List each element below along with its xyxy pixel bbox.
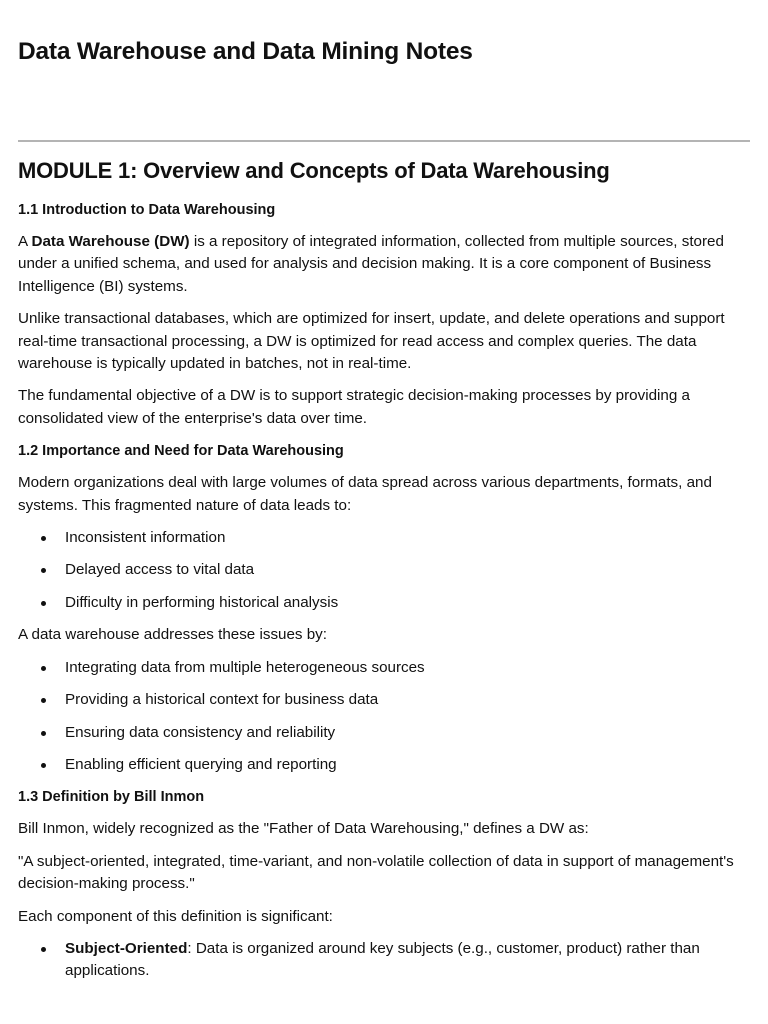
horizontal-divider [18, 140, 750, 142]
document-title: Data Warehouse and Data Mining Notes [18, 38, 473, 65]
problems-list [18, 527, 750, 614]
list-item [18, 938, 750, 983]
section-heading-1-3: 1.3 Definition by Bill Inmon [18, 789, 205, 806]
component-description: : Data is organized around key subjects (e.g., customer, product) rather than applications. [65, 939, 700, 980]
component-term: Subject-Oriented [65, 939, 188, 957]
paragraph-transactional-comparison: Unlike transactional databases, which are optimized for insert, update, and delete operations and support real-time transactional processing, a DW is optimized for read access and complex queries. The data warehouse is typically updated in batches, not in real-time. [18, 310, 725, 373]
module-title: MODULE 1: Overview and Concepts of Data Warehousing [18, 158, 610, 183]
list-item: Integrating data from multiple heterogeneous sources [18, 657, 750, 679]
section-heading-1-1: 1.1 Introduction to Data Warehousing [18, 202, 276, 218]
components-list [18, 938, 750, 983]
paragraph-prefix: A [18, 233, 32, 250]
solutions-list [18, 657, 750, 777]
list-item: Inconsistent information [18, 527, 750, 549]
section-heading-1-2: 1.2 Importance and Need for Data Warehousing [18, 443, 344, 460]
paragraph-dw-definition [18, 231, 750, 298]
paragraph-solution-intro: A data warehouse addresses these issues by: [18, 626, 327, 644]
list-item: Providing a historical context for business data [18, 689, 750, 711]
list-item: Ensuring data consistency and reliability [18, 722, 750, 744]
paragraph-dw-objective: The fundamental objective of a DW is to support strategic decision-making processes by providing a consolidated view of the enterprise's data over time. [18, 387, 690, 427]
paragraph-rest: is a repository of integrated information, collected from multiple sources, stored under a unified schema, and used for analysis and decision making. It is a core component of Business Intelligence (BI) systems. [18, 233, 724, 295]
paragraph-inmon-intro: Bill Inmon, widely recognized as the "Father of Data Warehousing," defines a DW as: [18, 820, 589, 838]
paragraph-components-intro: Each component of this definition is significant: [18, 907, 333, 925]
list-item: Enabling efficient querying and reporting [18, 754, 750, 776]
term-data-warehouse: Data Warehouse (DW) [31, 233, 190, 250]
paragraph-fragmented-data: Modern organizations deal with large volumes of data spread across various departments, formats, and systems. This fragmented nature of data leads to: [18, 474, 712, 514]
list-item: Difficulty in performing historical analysis [18, 592, 750, 614]
document-body [18, 155, 750, 993]
paragraph-inmon-quote: "A subject-oriented, integrated, time-variant, and non-volatile collection of data in support of management's decision-making process." [18, 852, 734, 893]
list-item: Delayed access to vital data [18, 559, 750, 581]
